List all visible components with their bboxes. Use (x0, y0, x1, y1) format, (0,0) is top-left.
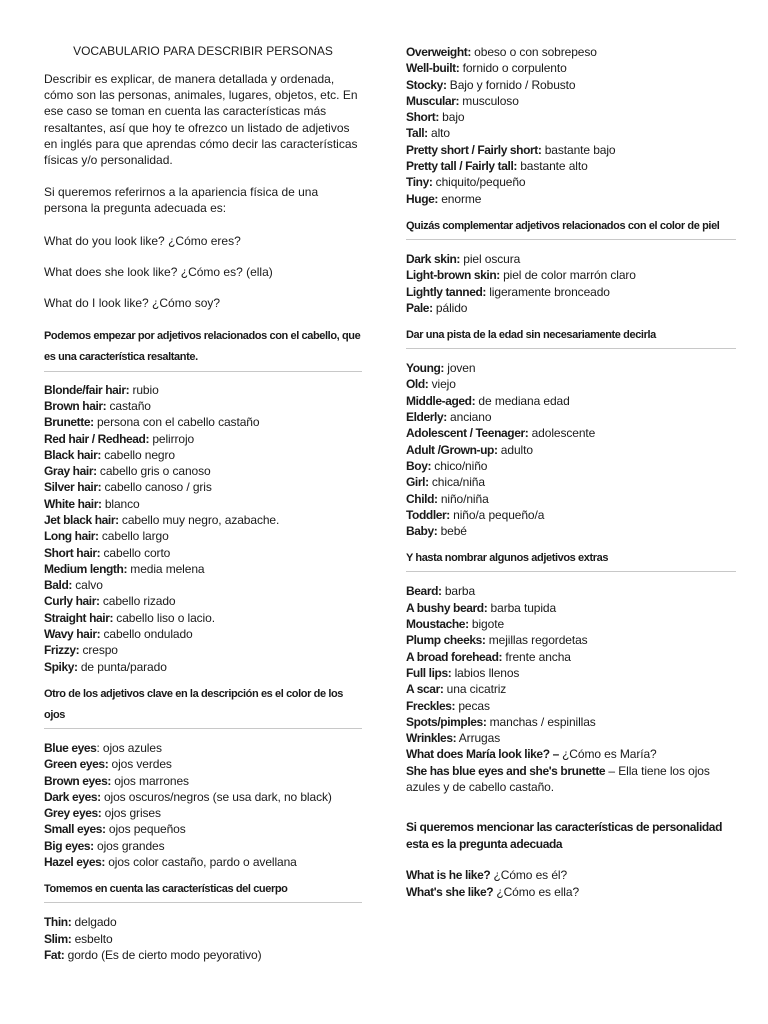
vocab-term: Muscular: (406, 93, 460, 108)
page-title: VOCABULARIO PARA DESCRIBIR PERSONAS (73, 44, 333, 58)
vocab-term: Thin: (44, 915, 72, 930)
vocab-term: Medium length: (44, 561, 128, 576)
vocab-item (406, 714, 736, 730)
vocab-item (406, 409, 736, 425)
vocab-term: Boy: (406, 458, 432, 473)
vocab-definition: bajo (438, 110, 465, 125)
hair-section-heading: Podemos empezar por adjetivos relacionados con el cabello, que es una característica resaltante. (44, 329, 361, 363)
vocab-term: Jet black hair: (44, 513, 119, 527)
vocab-item (44, 479, 362, 495)
vocab-item (44, 545, 362, 561)
vocab-term: A bushy beard: (406, 600, 488, 615)
vocab-term: Full lips: (406, 665, 452, 680)
vocab-definition: bastante alto (516, 159, 588, 174)
vocab-item (406, 474, 736, 490)
vocab-definition: rubio (129, 382, 159, 397)
vocab-term: Spots/pimples: (406, 714, 487, 729)
vocab-definition: esbelto (71, 931, 113, 946)
vocab-term: Child: (406, 491, 438, 506)
vocab-term: She has blue eyes and she's brunette (406, 763, 606, 778)
vocab-term: Brunette: (44, 415, 94, 430)
vocab-definition: fornido o corpulento (459, 61, 567, 76)
section-divider (44, 728, 362, 729)
vocab-definition: delgado (71, 915, 117, 930)
vocab-item (406, 763, 736, 796)
vocab-item (44, 431, 362, 447)
vocab-item (44, 626, 362, 642)
vocab-item (44, 947, 362, 963)
vocab-item (406, 44, 736, 60)
vocab-item (44, 659, 362, 675)
vocab-term: Blue eyes (44, 740, 97, 755)
vocab-term: Green eyes: (44, 757, 109, 772)
vocab-term: Spiky: (44, 659, 78, 674)
section-divider (44, 371, 362, 372)
vocab-definition: bebé (437, 524, 467, 539)
vocab-term: Pretty tall / Fairly tall: (406, 159, 517, 174)
vocab-term: Stocky: (406, 77, 447, 92)
vocab-item (406, 523, 736, 539)
vocab-item (44, 821, 362, 837)
extras-list (406, 583, 736, 795)
vocab-definition: ¿Cómo es ella? (493, 884, 580, 899)
vocab-term: Silver hair: (44, 480, 102, 495)
personality-list (406, 867, 736, 900)
body-list-continued (406, 44, 736, 207)
vocab-definition: chiquito/pequeño (432, 175, 526, 190)
vocab-term: Baby: (406, 524, 438, 539)
vocab-item (44, 805, 362, 821)
vocab-item (406, 109, 736, 125)
vocab-definition: barba (441, 584, 476, 599)
vocab-definition: – Ella tiene los ojos azules y de cabello castaño. (406, 763, 710, 794)
vocab-term: Blonde/fair hair: (44, 382, 130, 397)
vocab-item (44, 642, 362, 658)
vocab-definition: persona con el cabello castaño (93, 415, 260, 430)
vocab-definition: piel de color marrón claro (499, 268, 636, 283)
vocab-item (44, 773, 362, 789)
vocab-term: Lightly tanned: (406, 284, 486, 299)
vocab-term: Tall: (406, 126, 428, 141)
vocab-definition: joven (444, 361, 476, 376)
vocab-item (406, 125, 736, 141)
vocab-definition: ojos pequeños (105, 822, 186, 837)
vocab-definition: alto (427, 126, 450, 141)
vocab-term: Beard: (406, 584, 442, 599)
vocab-term: Frizzy: (44, 643, 80, 658)
intro-paragraph: Describir es explicar, de manera detallada y ordenada, cómo son las personas, animales, lugares, objetos, etc. En ese caso se toman en cuenta las características más resaltantes, así que hoy te ofrezco un listado de adjetivos en inglés para que aprendas cómo decir las características físicas y/o personalidad. (44, 72, 358, 168)
age-list (406, 360, 736, 539)
vocab-definition: bastante bajo (541, 142, 616, 157)
vocab-item (406, 681, 736, 697)
vocab-definition: cabello muy negro, azabache. (118, 513, 280, 527)
vocab-definition: obeso o con sobrepeso (470, 45, 597, 59)
vocab-term: Wavy hair: (44, 627, 101, 642)
vocab-item (406, 251, 736, 267)
vocab-term: A broad forehead: (406, 649, 503, 664)
vocab-item (406, 442, 736, 458)
vocab-item (44, 512, 362, 528)
vocab-definition: : ojos azules (96, 740, 162, 755)
vocab-term: Plump cheeks: (406, 633, 486, 648)
vocab-item (406, 158, 736, 174)
vocab-term: Wrinkles: (406, 731, 457, 746)
vocab-term: What does María look like? – (406, 747, 559, 762)
vocab-item (44, 838, 362, 854)
vocab-definition: cabello gris o canoso (96, 464, 211, 479)
vocab-item (44, 414, 362, 430)
vocab-definition: una cicatriz (443, 682, 507, 697)
vocab-item (406, 884, 736, 900)
vocab-item (406, 60, 736, 76)
vocab-term: Short: (406, 110, 439, 125)
vocab-item (44, 593, 362, 609)
vocab-definition: piel oscura (460, 251, 521, 266)
vocab-item (406, 393, 736, 409)
vocab-definition: cabello ondulado (100, 627, 193, 642)
vocab-definition: manchas / espinillas (486, 714, 596, 729)
vocab-definition: mejillas regordetas (485, 633, 588, 648)
vocab-definition: Bajo y fornido / Robusto (446, 77, 576, 92)
hair-list (44, 382, 362, 675)
vocab-item (406, 583, 736, 599)
vocab-definition: ojos grandes (93, 838, 165, 853)
eyes-list (44, 740, 362, 870)
vocab-term: Huge: (406, 191, 438, 206)
vocab-item (406, 284, 736, 300)
section-divider (44, 902, 362, 903)
vocab-term: Well-built: (406, 61, 460, 76)
vocab-item (44, 740, 362, 756)
vocab-term: Adult /Grown-up: (406, 442, 498, 457)
vocab-term: Toddler: (406, 507, 450, 522)
vocab-definition: blanco (101, 496, 140, 511)
vocab-item (406, 632, 736, 648)
vocab-term: Overweight: (406, 45, 471, 59)
vocab-item (44, 447, 362, 463)
vocab-item (406, 360, 736, 376)
vocab-definition: cabello negro (100, 447, 175, 462)
vocab-term: Elderly: (406, 410, 447, 425)
vocab-item (44, 931, 362, 947)
vocab-item (406, 191, 736, 207)
question-line: What do I look like? ¿Cómo soy? (44, 295, 221, 310)
extras-section-heading: Y hasta nombrar algunos adjetivos extras (406, 552, 609, 565)
vocab-item (44, 577, 362, 593)
vocab-term: Hazel eyes: (44, 855, 105, 870)
vocab-definition: crespo (79, 643, 118, 658)
vocab-term: Adolescent / Teenager: (406, 426, 529, 441)
left-column (44, 44, 362, 963)
vocab-term: Light-brown skin: (406, 268, 500, 283)
vocab-definition: ¿Cómo es él? (490, 868, 568, 883)
vocab-item (44, 854, 362, 870)
vocab-definition: cabello largo (98, 529, 169, 544)
vocab-item (406, 867, 736, 883)
vocab-definition: castaño (106, 398, 151, 413)
vocab-item (406, 77, 736, 93)
vocab-item (406, 93, 736, 109)
vocab-item (44, 528, 362, 544)
vocab-term: Grey eyes: (44, 806, 102, 821)
vocab-term: Red hair / Redhead: (44, 431, 150, 446)
question-line: What does she look like? ¿Cómo es? (ella) (44, 264, 273, 279)
vocab-term: Moustache: (406, 617, 469, 632)
vocab-definition: chico/niño (431, 458, 488, 473)
vocab-definition: niño/a pequeño/a (449, 507, 545, 522)
vocab-item (44, 789, 362, 805)
vocab-item (406, 665, 736, 681)
vocab-definition: Arrugas (456, 731, 501, 746)
vocab-term: Middle-aged: (406, 393, 476, 408)
age-section-heading: Dar una pista de la edad sin necesariamente decirla (406, 329, 656, 342)
vocab-definition: barba tupida (487, 600, 557, 615)
vocab-definition: cabello corto (100, 545, 171, 560)
vocab-definition: viejo (428, 377, 456, 392)
vocab-definition: anciano (446, 410, 492, 425)
vocab-term: Dark eyes: (44, 789, 101, 804)
vocab-item (44, 561, 362, 577)
vocab-term: Dark skin: (406, 251, 461, 266)
vocab-definition: cabello liso o lacio. (113, 610, 215, 625)
vocab-term: Gray hair: (44, 464, 97, 479)
vocab-term: Fat: (44, 947, 65, 962)
vocab-definition: pelirrojo (149, 431, 195, 446)
vocab-definition: frente ancha (502, 649, 571, 664)
body-list (44, 914, 362, 963)
right-column (406, 44, 736, 900)
vocab-item (44, 914, 362, 930)
vocab-term: Straight hair: (44, 610, 114, 625)
section-divider (406, 348, 736, 349)
vocab-definition: de punta/parado (77, 659, 167, 674)
vocab-item (406, 267, 736, 283)
vocab-item (44, 756, 362, 772)
skin-list (406, 251, 736, 316)
vocab-item (44, 463, 362, 479)
vocab-definition: ojos grises (101, 806, 161, 821)
vocab-item (406, 376, 736, 392)
vocab-item (406, 507, 736, 523)
vocab-item (406, 491, 736, 507)
skin-section-heading: Quizás complementar adjetivos relacionados con el color de piel (406, 219, 720, 232)
eyes-section-heading: Otro de los adjetivos clave en la descripción es el color de los ojos (44, 687, 344, 721)
vocab-item (406, 730, 736, 746)
vocab-term: A scar: (406, 682, 444, 697)
vocab-term: Curly hair: (44, 594, 100, 609)
vocab-item (406, 649, 736, 665)
vocab-item (44, 382, 362, 398)
vocab-term: Old: (406, 377, 429, 392)
vocab-item (44, 398, 362, 414)
vocab-term: Black hair: (44, 447, 101, 462)
vocab-term: Bald: (44, 578, 73, 593)
vocab-term: Girl: (406, 475, 429, 490)
vocab-term: Brown hair: (44, 398, 107, 413)
vocab-definition: musculoso (459, 93, 519, 108)
vocab-item (406, 616, 736, 632)
vocab-definition: niño/niña (437, 491, 489, 506)
vocab-term: What is he like? (406, 868, 491, 883)
question-intro-paragraph: Si queremos referirnos a la apariencia física de una persona la pregunta adecuada es: (44, 185, 319, 216)
vocab-definition: ojos verdes (108, 757, 172, 772)
vocab-definition: chica/niña (428, 475, 485, 490)
vocab-item (44, 496, 362, 512)
vocab-item (406, 600, 736, 616)
vocab-term: Young: (406, 361, 445, 376)
section-divider (406, 239, 736, 240)
vocab-definition: cabello rizado (99, 594, 176, 609)
vocab-definition: pecas (455, 698, 490, 713)
vocab-definition: adolescente (528, 426, 596, 441)
vocab-item (406, 698, 736, 714)
vocab-definition: de mediana edad (475, 393, 570, 408)
vocab-definition: ¿Cómo es María? (558, 747, 657, 762)
vocab-definition: ligeramente bronceado (486, 284, 610, 299)
vocab-definition: pálido (432, 300, 468, 315)
vocab-definition: adulto (497, 442, 533, 457)
vocab-term: Pale: (406, 300, 433, 315)
vocab-definition: calvo (72, 578, 103, 593)
vocab-definition: ojos color castaño, pardo o avellana (104, 855, 297, 870)
vocab-definition: bigote (468, 617, 505, 632)
vocab-definition: ojos oscuros/negros (se usa dark, no black) (100, 789, 332, 804)
vocab-term: Tiny: (406, 175, 433, 190)
vocab-term: Big eyes: (44, 838, 94, 853)
vocab-item (406, 458, 736, 474)
vocab-term: White hair: (44, 496, 102, 511)
vocab-definition: cabello canoso / gris (101, 480, 212, 495)
vocab-item (406, 746, 736, 762)
vocab-definition: gordo (Es de cierto modo peyorativo) (64, 947, 262, 962)
section-divider (406, 571, 736, 572)
vocab-item (44, 610, 362, 626)
vocab-item (406, 174, 736, 190)
vocab-term: What's she like? (406, 884, 494, 899)
vocab-definition: media melena (127, 561, 205, 576)
vocab-definition: ojos marrones (110, 773, 189, 788)
vocab-term: Long hair: (44, 529, 99, 544)
vocab-definition: labios llenos (451, 665, 520, 680)
vocab-item (406, 142, 736, 158)
personality-section-heading: Si queremos mencionar las características de personalidad esta es la pregunta adecuada (406, 820, 723, 852)
vocab-term: Slim: (44, 931, 72, 946)
vocab-term: Small eyes: (44, 822, 106, 837)
vocab-term: Short hair: (44, 545, 101, 560)
vocab-term: Freckles: (406, 698, 456, 713)
vocab-item (406, 300, 736, 316)
body-section-heading: Tomemos en cuenta las características del cuerpo (44, 883, 288, 896)
vocab-term: Brown eyes: (44, 773, 111, 788)
vocab-definition: enorme (438, 191, 482, 206)
vocab-term: Pretty short / Fairly short: (406, 142, 542, 157)
question-line: What do you look like? ¿Cómo eres? (44, 233, 241, 248)
vocab-item (406, 425, 736, 441)
